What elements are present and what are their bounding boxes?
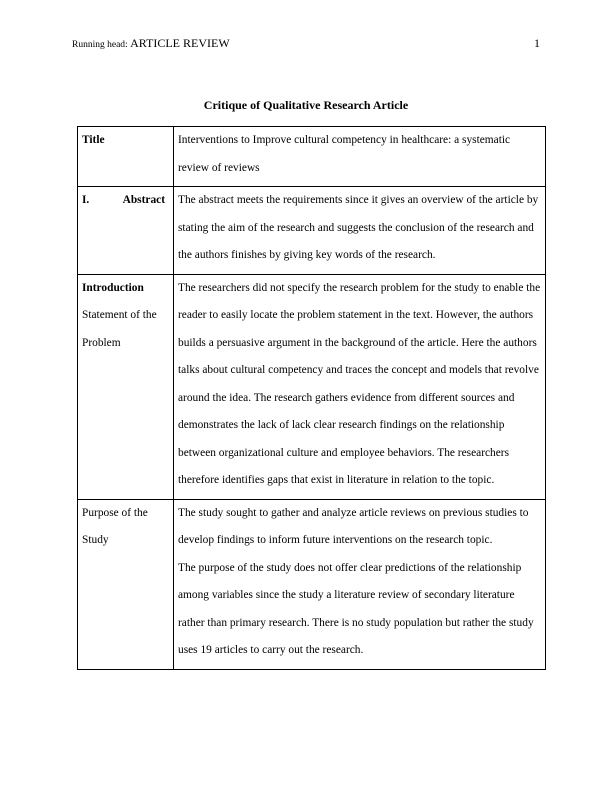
row-label-title: Title <box>78 127 174 187</box>
running-head-title: ARTICLE REVIEW <box>130 36 230 50</box>
running-head-prefix: Running head: <box>72 40 128 50</box>
purpose-paragraph-1: The study sought to gather and analyze article reviews on previous studies to develop findings to inform future interventions on the research topic. <box>178 506 529 546</box>
row-label-purpose: Purpose of the Study <box>78 499 174 669</box>
statement-of-problem-label: Statement of the Problem <box>82 309 157 349</box>
table-row-abstract <box>78 187 546 275</box>
table-row-introduction <box>78 274 546 499</box>
abstract-numeral: I. <box>82 194 90 206</box>
introduction-label: Introduction <box>82 281 144 294</box>
table-row-title <box>78 127 546 187</box>
critique-table <box>77 126 546 670</box>
row-content-introduction: The researchers did not specify the research problem for the study to enable the reader to easily locate the problem statement in the text. However, the authors builds a persuasive argument in the background of the article. Here the authors talks about cultural competency and traces the concept and models that revolve around the idea. The research gathers evidence from different sources and demonstrates the lack of lack clear research findings on the relationship between organizational culture and employee behaviors. The researchers therefore identifies gaps that exist in literature in relation to the topic. <box>174 274 546 499</box>
table-row-purpose <box>78 499 546 669</box>
row-label-abstract <box>78 187 174 275</box>
row-label-introduction <box>78 274 174 499</box>
row-content-abstract: The abstract meets the requirements since it gives an overview of the article by stating the aim of the research and suggests the conclusion of the research and the authors finishes by giving key words of the research. <box>174 187 546 275</box>
abstract-label-text: Abstract <box>122 194 165 206</box>
row-content-title: Interventions to Improve cultural competency in healthcare: a systematic review of reviews <box>174 127 546 187</box>
purpose-paragraph-2: The purpose of the study does not offer clear predictions of the relationship among variables since the study a literature review of secondary literature rather than primary research. There is no study population but rather the study uses 19 articles to carry out the research. <box>178 561 534 656</box>
page-header <box>72 36 540 52</box>
page-number: 1 <box>534 36 540 50</box>
document-title: Critique of Qualitative Research Article <box>203 98 409 112</box>
row-content-purpose <box>174 499 546 669</box>
running-head <box>72 36 230 51</box>
